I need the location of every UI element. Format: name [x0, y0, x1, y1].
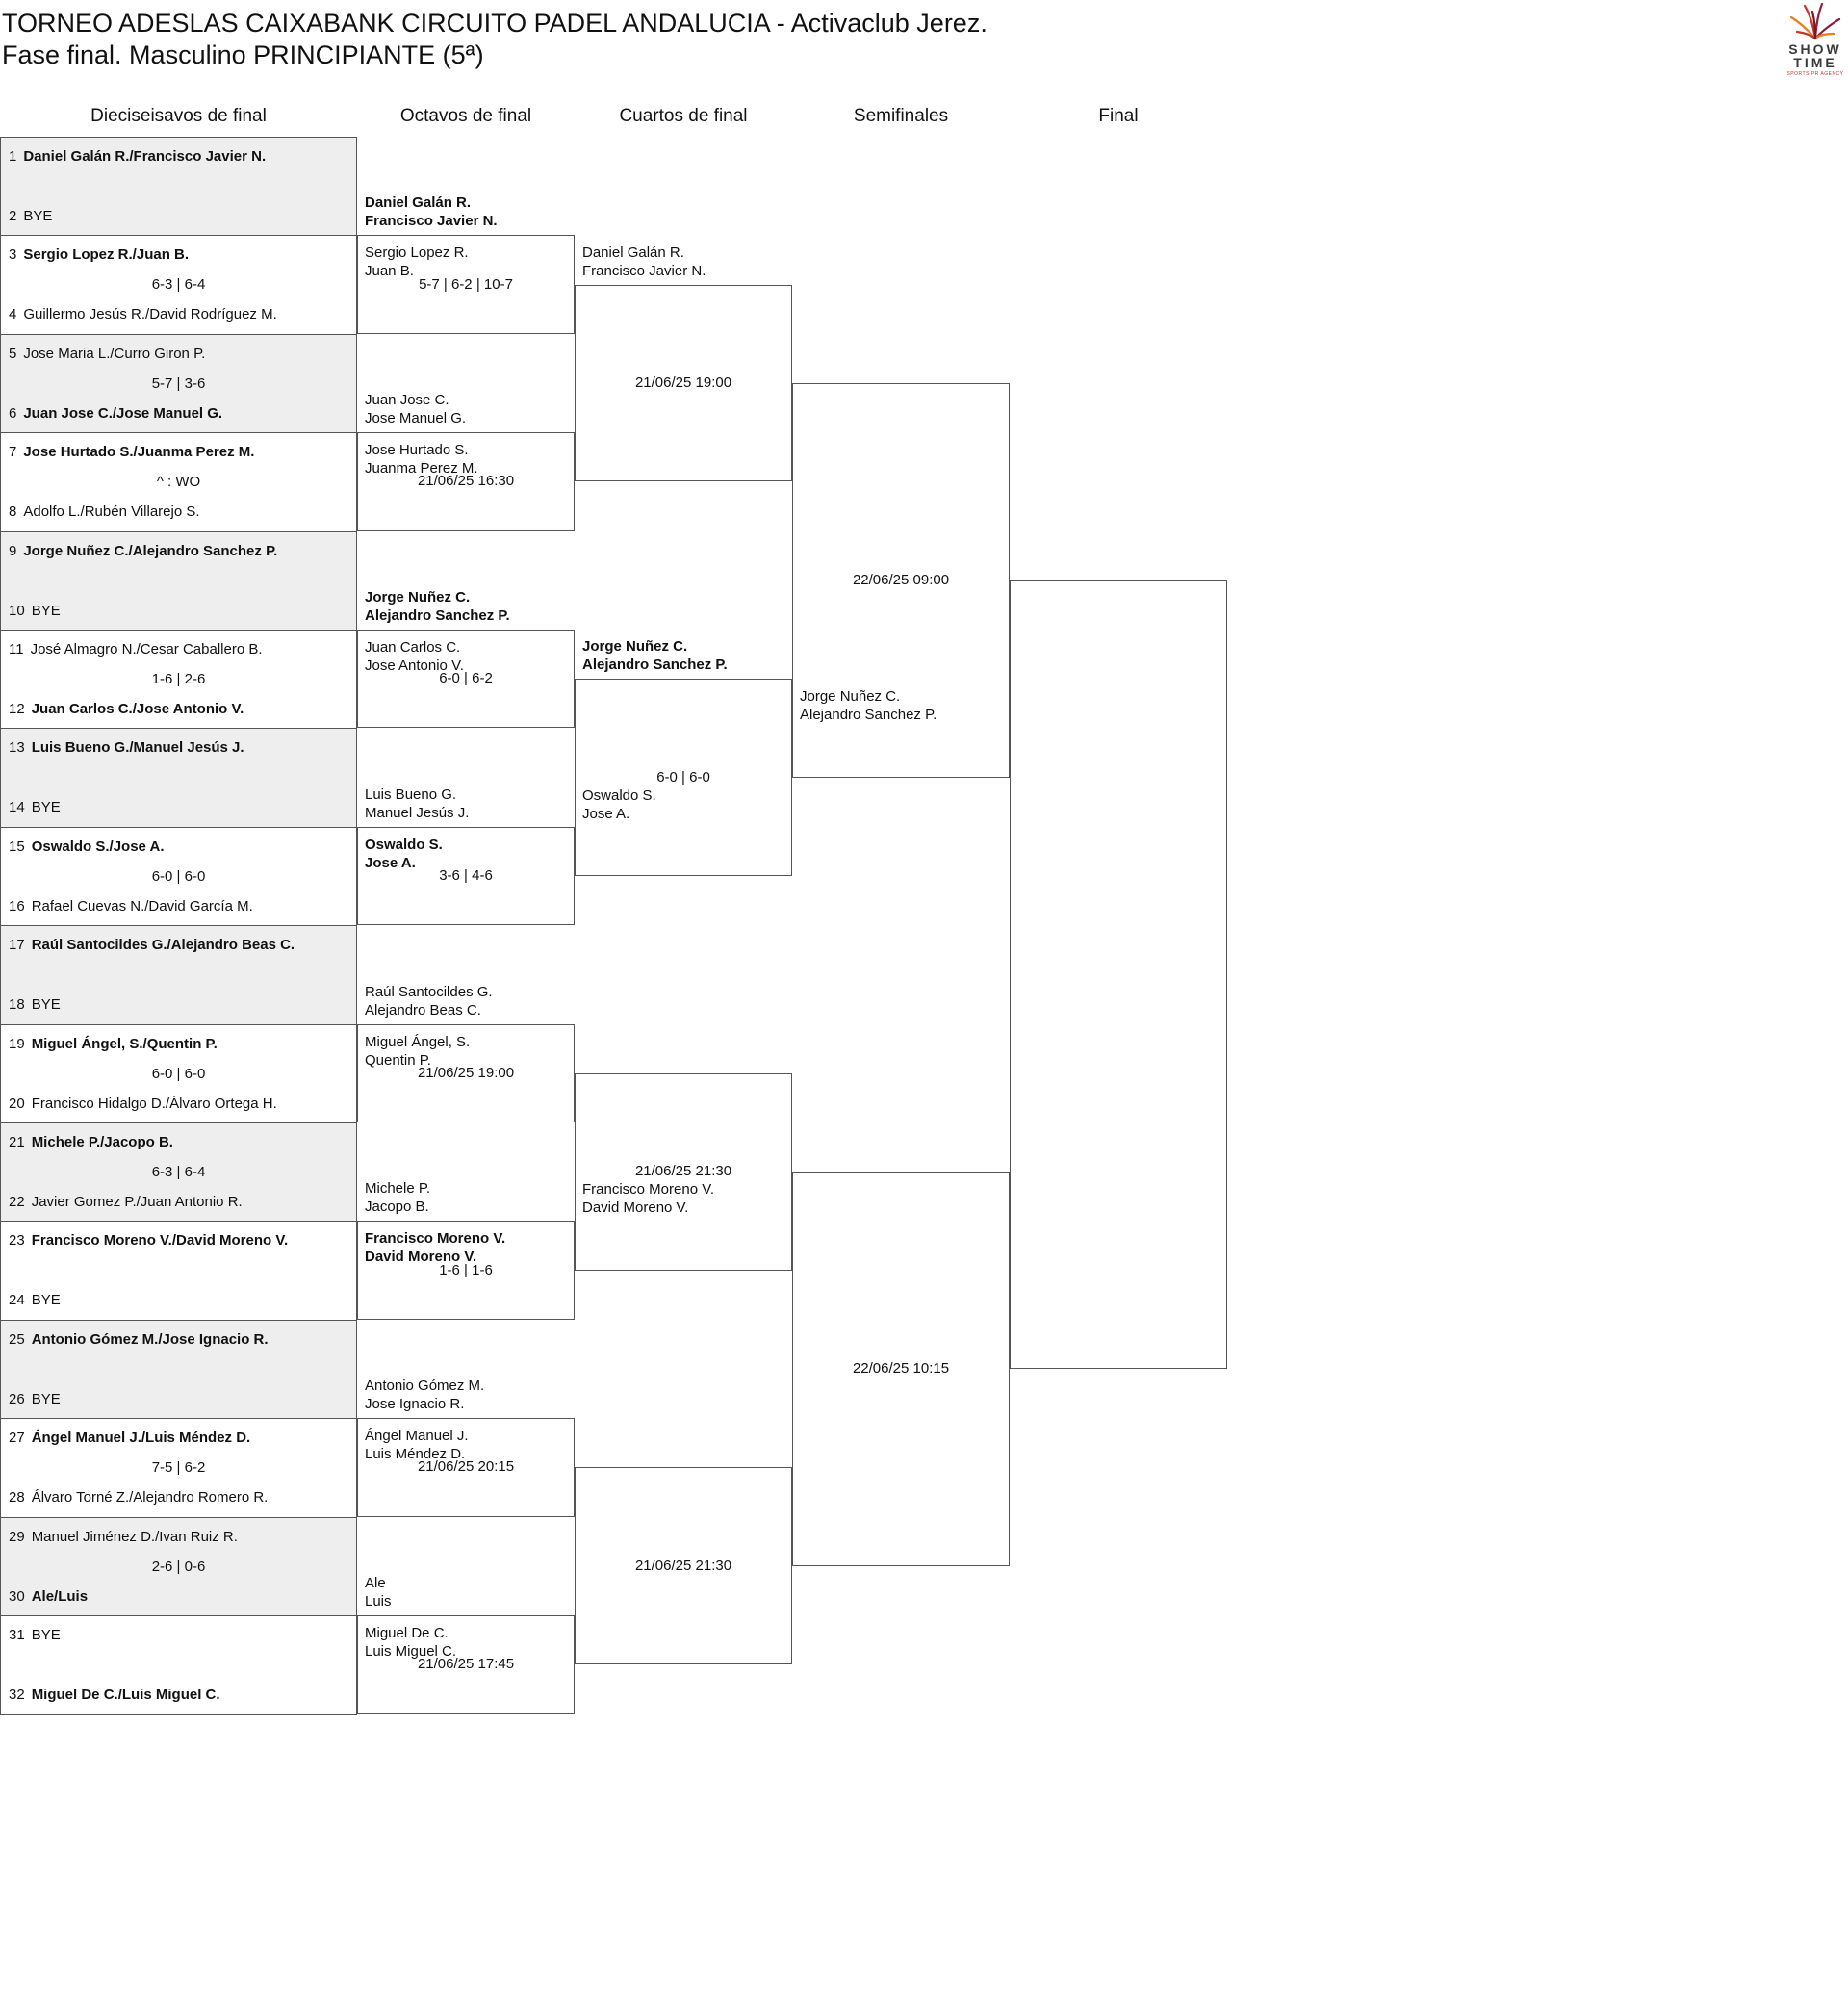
- r32-team: [9, 1134, 173, 1151]
- round-header-r32: Dieciseisavos de final: [90, 106, 267, 126]
- round_of_16-entrant: [365, 391, 466, 427]
- team-seed: 18: [9, 996, 25, 1014]
- team-seed: 21: [9, 1134, 25, 1150]
- team-seed: 6: [9, 404, 17, 422]
- player-name: Juan B.: [365, 263, 414, 280]
- quarterfinals-entrant: [582, 244, 706, 280]
- player-name: Raúl Santocildes G.: [365, 983, 493, 1000]
- player-name: Jose A.: [582, 805, 630, 822]
- r32-team: [9, 701, 244, 718]
- r32-team: [9, 405, 222, 423]
- round_of_16-result: 21/06/25 19:00: [417, 1064, 515, 1081]
- match-score: 5-7 | 3-6: [151, 374, 206, 392]
- round-header-qf: Cuartos de final: [619, 106, 748, 126]
- r32-team: [9, 1232, 288, 1250]
- team-name: Adolfo L./Rubén Villarejo S.: [23, 503, 200, 521]
- r32-team: [9, 603, 61, 620]
- player-name: Alejandro Sanchez P.: [800, 707, 937, 724]
- r32-team: [9, 543, 277, 560]
- player-name: Francisco Moreno V.: [365, 1230, 506, 1248]
- r32-team: [9, 148, 266, 166]
- r32-match: [0, 925, 357, 1024]
- round_of_16-result: 21/06/25 20:15: [417, 1458, 515, 1476]
- round_of_16-entrant: [365, 1179, 430, 1216]
- team-seed: 19: [9, 1035, 25, 1052]
- r32-match: [0, 1517, 357, 1616]
- player-name: Quentin P.: [365, 1051, 431, 1069]
- team-seed: 13: [9, 739, 25, 757]
- match-score: 1-6 | 2-6: [151, 671, 206, 687]
- r32-team: [9, 898, 253, 915]
- r32-match: [0, 1615, 357, 1715]
- team-name: Daniel Galán R./Francisco Javier N.: [23, 148, 267, 165]
- team-name: Miguel Ángel, S./Quentin P.: [31, 1035, 218, 1052]
- team-name: BYE: [23, 208, 53, 224]
- round_of_16-entrant: [365, 983, 493, 1019]
- team-seed: 9: [9, 542, 17, 559]
- player-name: Luis: [365, 1593, 392, 1610]
- player-name: Daniel Galán R.: [582, 244, 684, 261]
- r32-match: [0, 728, 357, 827]
- player-name: Alejandro Sanchez P.: [582, 657, 728, 674]
- round_of_16-result: 21/06/25 16:30: [417, 473, 515, 490]
- r32-team: [9, 838, 165, 856]
- round-header-sf: Semifinales: [853, 106, 949, 126]
- team-seed: 30: [9, 1587, 25, 1605]
- team-seed: 15: [9, 838, 25, 855]
- team-name: Manuel Jiménez D./Ivan Ruiz R.: [31, 1528, 238, 1545]
- r32-team: [9, 1096, 277, 1113]
- player-name: Luis Méndez D.: [365, 1446, 466, 1463]
- round_of_16-entrant: [365, 1377, 484, 1413]
- player-name: Juan Carlos C.: [365, 639, 461, 656]
- quarterfinals-entrant: [582, 637, 728, 674]
- r32-team: [9, 1529, 238, 1546]
- team-seed: 32: [9, 1687, 25, 1703]
- player-name: Jorge Nuñez C.: [582, 638, 688, 656]
- r32-match: [0, 1024, 357, 1123]
- r32-team: [9, 799, 61, 816]
- player-name: Francisco Javier N.: [582, 262, 706, 279]
- player-name: Jose Hurtado S.: [365, 442, 469, 459]
- player-name: Jose Ignacio R.: [365, 1396, 465, 1413]
- player-name: Michele P.: [365, 1180, 431, 1198]
- final-connector: [1010, 580, 1227, 1369]
- team-seed: 20: [9, 1095, 25, 1112]
- r32-match: [0, 1418, 357, 1517]
- r32-match: [0, 1221, 357, 1320]
- team-name: Michele P./Jacopo B.: [31, 1134, 173, 1150]
- quarterfinals-result: 21/06/25 19:00: [634, 374, 732, 391]
- team-seed: 8: [9, 503, 17, 521]
- round_of_16-entrant: [365, 786, 469, 822]
- player-name: Jose Manuel G.: [365, 410, 467, 427]
- round_of_16-result: 21/06/25 17:45: [417, 1656, 515, 1673]
- round_of_16-result: 6-0 | 6-2: [439, 670, 493, 687]
- player-name: Ale: [365, 1575, 386, 1591]
- firework-icon: [1784, 2, 1847, 40]
- round_of_16-result: 3-6 | 4-6: [439, 867, 493, 884]
- team-seed: 1: [9, 148, 17, 165]
- showtime-logo: [1784, 2, 1847, 79]
- round_of_16-result: 1-6 | 1-6: [439, 1261, 493, 1278]
- team-name: BYE: [31, 996, 61, 1014]
- player-name: Francisco Javier N.: [365, 213, 498, 230]
- r32-team: [9, 208, 52, 225]
- player-name: David Moreno V.: [365, 1249, 477, 1266]
- team-seed: 29: [9, 1528, 25, 1545]
- player-name: Francisco Moreno V.: [582, 1181, 715, 1199]
- team-name: Oswaldo S./Jose A.: [31, 838, 165, 855]
- r32-match: [0, 1320, 357, 1419]
- player-name: Jorge Nuñez C.: [800, 688, 901, 706]
- team-name: Antonio Gómez M./Jose Ignacio R.: [31, 1330, 269, 1348]
- team-seed: 14: [9, 799, 25, 816]
- r32-team: [9, 503, 200, 521]
- team-name: Juan Carlos C./Jose Antonio V.: [31, 701, 244, 717]
- team-name: BYE: [31, 799, 61, 816]
- r32-team: [9, 1588, 88, 1606]
- team-seed: 16: [9, 897, 25, 915]
- team-seed: 24: [9, 1292, 25, 1309]
- match-score: 2-6 | 0-6: [151, 1558, 206, 1575]
- r32-team: [9, 937, 295, 954]
- team-name: Rafael Cuevas N./David García M.: [31, 897, 253, 915]
- r32-team: [9, 246, 189, 264]
- quarterfinals-result: 21/06/25 21:30: [634, 1557, 732, 1574]
- team-name: Jose Hurtado S./Juanma Perez M.: [23, 444, 255, 461]
- player-name: Sergio Lopez R.: [365, 245, 469, 262]
- player-name: Jacopo B.: [365, 1199, 429, 1216]
- team-seed: 4: [9, 306, 17, 323]
- team-name: Luis Bueno G./Manuel Jesús J.: [31, 739, 244, 757]
- team-name: BYE: [31, 1292, 61, 1309]
- r32-match: [0, 432, 357, 531]
- match-score: 6-0 | 6-0: [151, 1065, 206, 1082]
- quarterfinals-entrant: [582, 786, 656, 823]
- team-seed: 22: [9, 1194, 25, 1210]
- team-name: Guillermo Jesús R./David Rodríguez M.: [23, 306, 277, 323]
- team-seed: 3: [9, 246, 17, 264]
- round_of_16-result: 5-7 | 6-2 | 10-7: [419, 275, 513, 293]
- page-header: [0, 0, 1848, 81]
- team-seed: 10: [9, 602, 25, 619]
- player-name: Manuel Jesús J.: [365, 804, 470, 821]
- r32-match: [0, 630, 357, 729]
- r32-team: [9, 1292, 61, 1309]
- player-name: Jose A.: [365, 854, 416, 871]
- player-name: Antonio Gómez M.: [365, 1378, 485, 1395]
- r32-match: [0, 1122, 357, 1222]
- team-name: Sergio Lopez R./Juan B.: [23, 246, 190, 264]
- r32-match: [0, 334, 357, 433]
- player-name: David Moreno V.: [582, 1199, 689, 1217]
- team-name: Ángel Manuel J./Luis Méndez D.: [31, 1430, 251, 1447]
- team-name: Jose Maria L./Curro Giron P.: [23, 345, 206, 362]
- quarterfinals-entrant: [582, 1180, 714, 1217]
- player-name: Jorge Nuñez C.: [365, 589, 471, 606]
- r32-team: [9, 641, 263, 658]
- logo-word-time: TIME: [1793, 55, 1837, 70]
- draw-subtitle: Fase final. Masculino PRINCIPIANTE (5ª): [2, 40, 484, 69]
- team-seed: 25: [9, 1330, 25, 1348]
- player-name: Juan Jose C.: [365, 392, 449, 409]
- logo-word-show: SHOW: [1788, 41, 1842, 57]
- player-name: Alejandro Sanchez P.: [365, 607, 510, 624]
- r32-team: [9, 996, 61, 1014]
- r32-team: [9, 1391, 61, 1408]
- team-seed: 23: [9, 1232, 25, 1250]
- quarterfinals-result: 21/06/25 21:30: [634, 1163, 732, 1180]
- round-header-r16: Octavos de final: [399, 106, 532, 126]
- team-name: BYE: [31, 602, 61, 619]
- player-name: Ángel Manuel J.: [365, 1428, 469, 1445]
- r32-match: [0, 137, 357, 236]
- team-name: Jorge Nuñez C./Alejandro Sanchez P.: [23, 542, 278, 559]
- semifinals-result: 22/06/25 09:00: [852, 571, 950, 588]
- team-seed: 11: [9, 641, 24, 657]
- match-score: 6-3 | 6-4: [151, 276, 206, 294]
- r32-team: [9, 306, 277, 323]
- team-name: Javier Gomez P./Juan Antonio R.: [31, 1194, 243, 1210]
- team-name: Ale/Luis: [31, 1587, 89, 1605]
- team-seed: 12: [9, 701, 25, 717]
- player-name: Alejandro Beas C.: [365, 1001, 481, 1018]
- r32-match: [0, 531, 357, 631]
- r32-team: [9, 739, 244, 757]
- match-score: 7-5 | 6-2: [151, 1459, 206, 1477]
- team-name: Juan Jose C./Jose Manuel G.: [23, 404, 223, 422]
- player-name: Miguel Ángel, S.: [365, 1033, 471, 1050]
- team-seed: 7: [9, 444, 17, 461]
- round_of_16-entrant: [365, 1574, 392, 1611]
- player-name: Miguel De C.: [365, 1625, 449, 1641]
- r32-match: [0, 235, 357, 334]
- r32-team: [9, 1489, 268, 1507]
- player-name: Oswaldo S.: [582, 786, 656, 804]
- team-seed: 26: [9, 1390, 25, 1407]
- team-name: Francisco Hidalgo D./Álvaro Ortega H.: [31, 1095, 277, 1112]
- team-name: Álvaro Torné Z./Alejandro Romero R.: [31, 1489, 269, 1507]
- team-seed: 27: [9, 1430, 25, 1447]
- round_of_16-entrant: [365, 193, 498, 230]
- team-seed: 17: [9, 937, 25, 954]
- r32-team: [9, 1194, 243, 1211]
- r32-team: [9, 1331, 269, 1349]
- team-name: José Almagro N./Cesar Caballero B.: [30, 641, 263, 657]
- semifinals-result: 22/06/25 10:15: [852, 1360, 950, 1377]
- team-seed: 28: [9, 1489, 25, 1507]
- quarterfinals-result: 6-0 | 6-0: [656, 768, 710, 786]
- player-name: Oswaldo S.: [365, 836, 443, 853]
- r32-team: [9, 1627, 61, 1644]
- logo-tagline: SPORTS PR AGENCY: [1786, 71, 1844, 77]
- team-name: BYE: [31, 1390, 61, 1407]
- team-name: Miguel De C./Luis Miguel C.: [31, 1687, 220, 1703]
- semifinals-entrant: [800, 687, 937, 724]
- team-name: Raúl Santocildes G./Alejandro Beas C.: [31, 937, 295, 954]
- player-name: Luis Bueno G.: [365, 786, 457, 803]
- player-name: Juanma Perez M.: [365, 460, 478, 477]
- match-score: 6-0 | 6-0: [151, 867, 206, 885]
- r32-team: [9, 444, 254, 461]
- team-seed: 2: [9, 208, 17, 224]
- r32-team: [9, 1687, 220, 1704]
- match-score: ^ : WO: [156, 474, 201, 491]
- r32-match: [0, 827, 357, 926]
- team-name: BYE: [31, 1627, 61, 1643]
- team-name: Francisco Moreno V./David Moreno V.: [31, 1232, 289, 1250]
- player-name: Jose Antonio V.: [365, 657, 464, 674]
- r32-team: [9, 1430, 250, 1447]
- round_of_16-entrant: [365, 588, 510, 625]
- player-name: Daniel Galán R.: [365, 194, 472, 212]
- player-name: Luis Miguel C.: [365, 1643, 457, 1660]
- r32-team: [9, 1036, 218, 1053]
- r32-team: [9, 346, 205, 363]
- team-seed: 31: [9, 1627, 25, 1643]
- match-score: 6-3 | 6-4: [151, 1164, 206, 1180]
- team-seed: 5: [9, 345, 17, 362]
- tournament-title: TORNEO ADESLAS CAIXABANK CIRCUITO PADEL ANDALUCIA - Activaclub Jerez.: [2, 9, 988, 38]
- round-header-final: Final: [1098, 106, 1139, 126]
